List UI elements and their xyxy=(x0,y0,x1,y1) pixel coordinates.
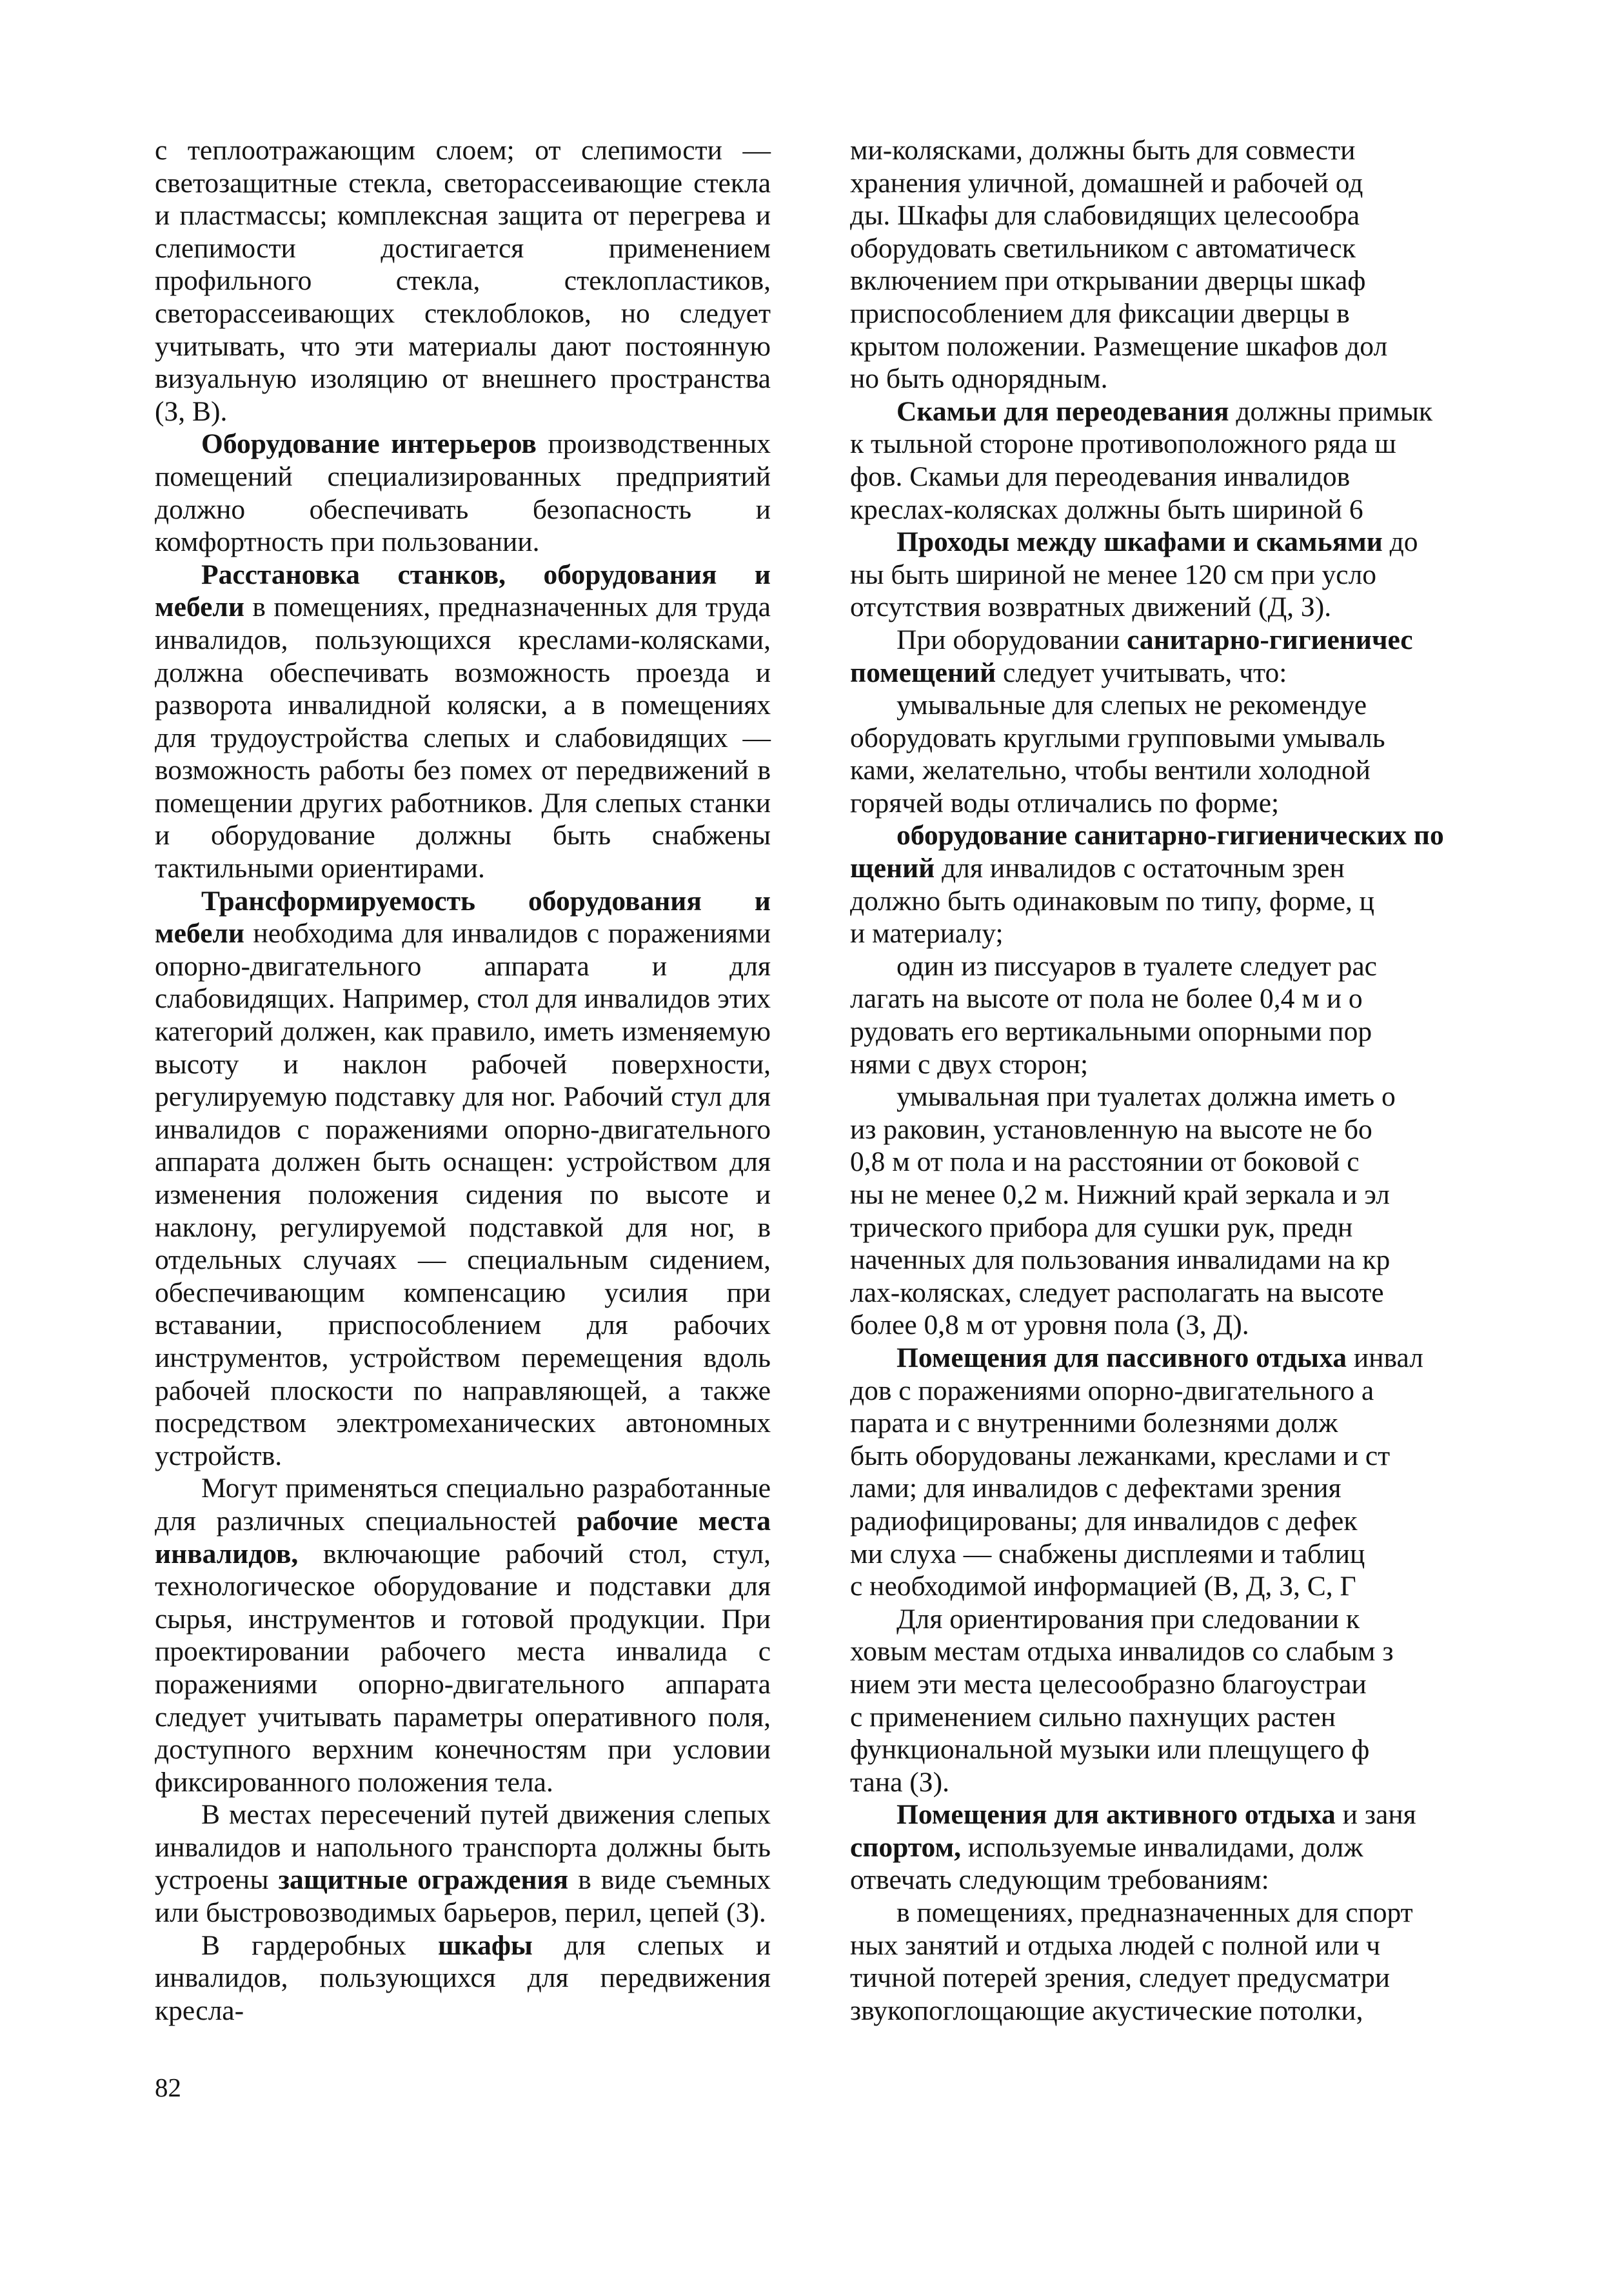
text-run: производственных помещений специализированных предприятий должно обеспечивать безопасность и комфортность при пользовании. xyxy=(155,428,771,558)
left-paragraph-3 xyxy=(155,885,771,1473)
text-run: к тыльной стороне противоположного ряда ш xyxy=(850,428,1396,460)
text-run: один из писсуаров в туалете следует рас xyxy=(896,950,1377,982)
right-line-52 xyxy=(850,1831,1624,1864)
text-run: приспособлением для фиксации дверцы в xyxy=(850,297,1350,329)
text-run: оборудовать светильником с автоматическ xyxy=(850,232,1356,264)
text-run: в виде съемных или быстровозводимых барьеров, перил, цепей (З). xyxy=(155,1864,771,1929)
text-run: креслах-колясках должны быть шириной 6 xyxy=(850,493,1363,525)
text-run: включающие рабочий стол, стул, технологическое оборудование и подставки для сырья, инструментов и готовой продукции. При проектировании рабочего места инвалида с поражениями опорно-двигательного аппарата следует учитывать параметры оперативного поля, доступного верхним конечностям при условии фиксированного положения тела. xyxy=(155,1538,771,1798)
text-run: лагать на высоте от пола не более 0,4 м и о xyxy=(850,983,1363,1015)
text-run: Для ориентирования при следовании к xyxy=(896,1603,1360,1635)
right-line-45 xyxy=(850,1603,1624,1636)
right-line-22 xyxy=(850,852,1624,885)
text-run: должны примык xyxy=(1229,395,1433,427)
page-number: 82 xyxy=(155,2073,181,2102)
text-run: В гардеробных xyxy=(201,1929,438,1961)
text-run: 0,8 м от пола и на расстоянии от боковой с xyxy=(850,1146,1360,1178)
bold-term: Проходы между шкафами и скамьями xyxy=(896,526,1383,558)
left-paragraph-6 xyxy=(155,1929,771,2027)
text-run: лах-колясках, следует располагать на высоте xyxy=(850,1277,1384,1308)
right-text-column xyxy=(850,134,1624,2027)
text-run: крытом положении. Размещение шкафов дол xyxy=(850,330,1388,362)
right-line-7 xyxy=(850,363,1624,395)
bold-term: Оборудование интерьеров xyxy=(201,428,537,460)
right-line-49 xyxy=(850,1733,1624,1766)
text-run: отсутствия возвратных движений (Д, З). xyxy=(850,592,1332,623)
bold-term: Расстановка станков, оборудования и мебели xyxy=(155,559,771,623)
text-run: с применением сильно пахнущих растен xyxy=(850,1701,1336,1733)
text-run: ды. Шкафы для слабовидящих целесообра xyxy=(850,200,1360,232)
right-line-29 xyxy=(850,1080,1624,1113)
text-run: до xyxy=(1382,526,1418,558)
right-line-53 xyxy=(850,1864,1624,1896)
right-line-47 xyxy=(850,1668,1624,1701)
text-run: но быть однорядным. xyxy=(850,363,1108,395)
text-run: должно быть одинаковым по типу, форме, ц xyxy=(850,885,1374,917)
right-line-33 xyxy=(850,1211,1624,1244)
text-run: следует учитывать, что: xyxy=(996,657,1287,688)
bold-term: шкафы xyxy=(437,1929,533,1961)
text-run: лами; для инвалидов с дефектами зрения xyxy=(850,1473,1342,1504)
right-line-10 xyxy=(850,461,1624,493)
text-run: с необходимой информацией (В, Д, З, С, Г xyxy=(850,1571,1356,1602)
text-run: ми слуха — снабжены дисплеями и таблиц xyxy=(850,1538,1365,1569)
right-line-11 xyxy=(850,493,1624,526)
bold-term: щений xyxy=(850,853,935,884)
text-run: используемые инвалидами, долж xyxy=(960,1831,1363,1863)
text-run: более 0,8 м от уровня пола (З, Д). xyxy=(850,1309,1249,1341)
text-run: В местах пересечений путей движения слепых инвалидов и напольного транспорта должны быть устроены xyxy=(155,1799,771,1896)
bold-term: Помещения для пассивного отдыха xyxy=(896,1342,1347,1373)
left-paragraph-4 xyxy=(155,1472,771,1798)
text-run: и заня xyxy=(1335,1799,1416,1831)
text-run: для слепых и инвалидов, пользующихся для передвижения кресла- xyxy=(155,1929,771,2026)
right-line-36 xyxy=(850,1309,1624,1342)
bold-term: оборудование санитарно-гигиенических по xyxy=(896,820,1444,851)
left-paragraph-0 xyxy=(155,134,771,428)
bold-term: Скамьи для переодевания xyxy=(896,395,1229,427)
right-line-9 xyxy=(850,428,1624,461)
right-line-42 xyxy=(850,1505,1624,1538)
text-run: трического прибора для сушки рук, предн xyxy=(850,1211,1353,1243)
right-line-46 xyxy=(850,1635,1624,1668)
text-run: горячей воды отличались по форме; xyxy=(850,787,1280,819)
right-line-50 xyxy=(850,1766,1624,1799)
right-line-4 xyxy=(850,264,1624,297)
right-line-51 xyxy=(850,1798,1624,1831)
right-line-26 xyxy=(850,982,1624,1015)
right-line-3 xyxy=(850,232,1624,265)
right-line-38 xyxy=(850,1375,1624,1408)
bold-term: санитарно-гигиеничес xyxy=(1127,624,1413,655)
right-line-34 xyxy=(850,1244,1624,1277)
right-line-37 xyxy=(850,1342,1624,1375)
right-line-8 xyxy=(850,395,1624,428)
text-run: функциональной музыки или плещущего ф xyxy=(850,1734,1370,1766)
text-run: отвечать следующим требованиям: xyxy=(850,1864,1269,1896)
right-line-27 xyxy=(850,1015,1624,1048)
right-line-5 xyxy=(850,297,1624,330)
right-line-12 xyxy=(850,526,1624,559)
right-line-30 xyxy=(850,1113,1624,1146)
text-run: звукопоглощающие акустические потолки, xyxy=(850,1995,1363,2026)
text-run: для инвалидов с остаточным зрен xyxy=(935,853,1345,884)
text-run: необходима для инвалидов с поражениями опорно-двигательного аппарата и для слабовидящих. Например, стол для инвалидов этих категорий должен, как правило, иметь изменяемую высоту и наклон рабочей поверхности, регулируемую подставку для ног. Рабочий стул для инвалидов с поражениями опорно-двигательного аппарата должен быть оснащен: устройством для изменения положения сидения по высоте и наклону, регулируемой подставкой для ног, в отдельных случаях — специальным сидением, обеспечивающим компенсацию усилия при вставании, приспособлением для рабочих инструментов, устройством перемещения вдоль рабочей плоскости по направляющей, а также посредством электромеханических автономных устройств. xyxy=(155,918,771,1471)
text-run: в помещениях, предназначенных для спорт xyxy=(896,1897,1413,1929)
right-line-35 xyxy=(850,1277,1624,1309)
text-run: быть оборудованы лежанками, креслами и ст xyxy=(850,1440,1391,1471)
right-line-54 xyxy=(850,1896,1624,1929)
text-run: тичной потерей зрения, следует предусматри xyxy=(850,1962,1391,1994)
right-line-14 xyxy=(850,591,1624,624)
text-run: ных занятий и отдыха людей с полной или ч xyxy=(850,1929,1380,1961)
text-run: и материалу; xyxy=(850,918,1004,950)
text-run: дов с поражениями опорно-двигательного а xyxy=(850,1375,1374,1406)
right-line-55 xyxy=(850,1929,1624,1962)
text-run: ми-колясками, должны быть для совмести xyxy=(850,135,1356,166)
text-run: ховым местам отдыха инвалидов со слабым з xyxy=(850,1636,1394,1667)
bold-term: защитные ограждения xyxy=(278,1864,569,1896)
right-line-18 xyxy=(850,722,1624,755)
right-line-25 xyxy=(850,950,1624,983)
bold-term: Трансформируемость оборудования и мебели xyxy=(155,885,771,950)
right-line-21 xyxy=(850,819,1624,852)
right-line-24 xyxy=(850,917,1624,950)
right-line-28 xyxy=(850,1048,1624,1081)
text-run: умывальная при туалетах должна иметь о xyxy=(896,1081,1396,1113)
text-run: нями с двух сторон; xyxy=(850,1048,1089,1080)
right-line-39 xyxy=(850,1407,1624,1440)
text-run: наченных для пользования инвалидами на кр xyxy=(850,1244,1391,1276)
left-paragraph-1 xyxy=(155,428,771,558)
bold-term: рабочие места инвалидов, xyxy=(155,1505,771,1569)
text-run: из раковин, установленную на высоте не бо xyxy=(850,1113,1372,1145)
right-line-57 xyxy=(850,1995,1624,2027)
right-line-6 xyxy=(850,330,1624,363)
right-line-19 xyxy=(850,754,1624,787)
right-line-1 xyxy=(850,167,1624,200)
right-line-17 xyxy=(850,689,1624,722)
right-line-40 xyxy=(850,1440,1624,1473)
text-run: При оборудовании xyxy=(896,624,1127,655)
text-run: в помещениях, предназначенных для труда инвалидов, пользующихся креслами-колясками, должна обеспечивать возможность проезда и разворота инвалидной коляски, а в помещениях для трудоустройства слепых и слабовидящих — возможность работы без помех от передвижений в помещении других работников. Для слепых станки и оборудование должны быть снабжены тактильными ориентирами. xyxy=(155,592,771,884)
text-run: инвал xyxy=(1347,1342,1423,1373)
right-line-13 xyxy=(850,559,1624,592)
right-line-20 xyxy=(850,787,1624,820)
left-paragraph-5 xyxy=(155,1798,771,1929)
right-line-23 xyxy=(850,885,1624,918)
right-line-43 xyxy=(850,1538,1624,1571)
bold-term: Помещения для активного отдыха xyxy=(896,1799,1336,1831)
right-line-31 xyxy=(850,1146,1624,1179)
bold-term: спортом, xyxy=(850,1831,961,1863)
text-run: с теплоотражающим слоем; от слепимости — светозащитные стекла, светорассеивающие стекла и пластмассы; комплексная защита от перегрева и слепимости достигается применением профильного стекла, стеклопластиков, светорассеивающих стеклоблоков, но следует учитывать, что эти материалы дают постоянную визуальную изоляцию от внешнего пространства (З, В). xyxy=(155,135,771,427)
right-line-0 xyxy=(850,134,1624,167)
text-run: рудовать его вертикальными опорными пор xyxy=(850,1016,1372,1048)
right-line-56 xyxy=(850,1962,1624,1995)
right-line-32 xyxy=(850,1179,1624,1211)
text-run: оборудовать круглыми групповыми умываль xyxy=(850,722,1385,753)
right-line-44 xyxy=(850,1570,1624,1603)
text-run: хранения уличной, домашней и рабочей од xyxy=(850,167,1363,199)
text-run: парата и с внутренними болезнями долж xyxy=(850,1408,1338,1439)
text-run: ками, желательно, чтобы вентили холодной xyxy=(850,755,1371,786)
text-run: фов. Скамьи для переодевания инвалидов xyxy=(850,461,1351,492)
text-run: умывальные для слепых не рекомендуе xyxy=(896,690,1367,721)
right-line-2 xyxy=(850,199,1624,232)
bold-term: помещений xyxy=(850,657,996,688)
text-run: нием эти места целесообразно благоустраи xyxy=(850,1668,1367,1700)
text-run: ны не менее 0,2 м. Нижний край зеркала и эл xyxy=(850,1179,1390,1210)
text-run: тана (З). xyxy=(850,1766,949,1798)
left-paragraph-2 xyxy=(155,559,771,885)
text-run: ны быть шириной не менее 120 см при усло xyxy=(850,559,1377,590)
text-run: Могут применяться специально разработанные для различных специальностей xyxy=(155,1473,771,1537)
text-run: радиофицированы; для инвалидов с дефек xyxy=(850,1505,1358,1537)
right-line-48 xyxy=(850,1701,1624,1734)
right-line-16 xyxy=(850,657,1624,690)
right-line-15 xyxy=(850,624,1624,657)
left-text-column xyxy=(155,134,771,2027)
right-line-41 xyxy=(850,1472,1624,1505)
text-run: включением при открывании дверцы шкаф xyxy=(850,265,1366,297)
